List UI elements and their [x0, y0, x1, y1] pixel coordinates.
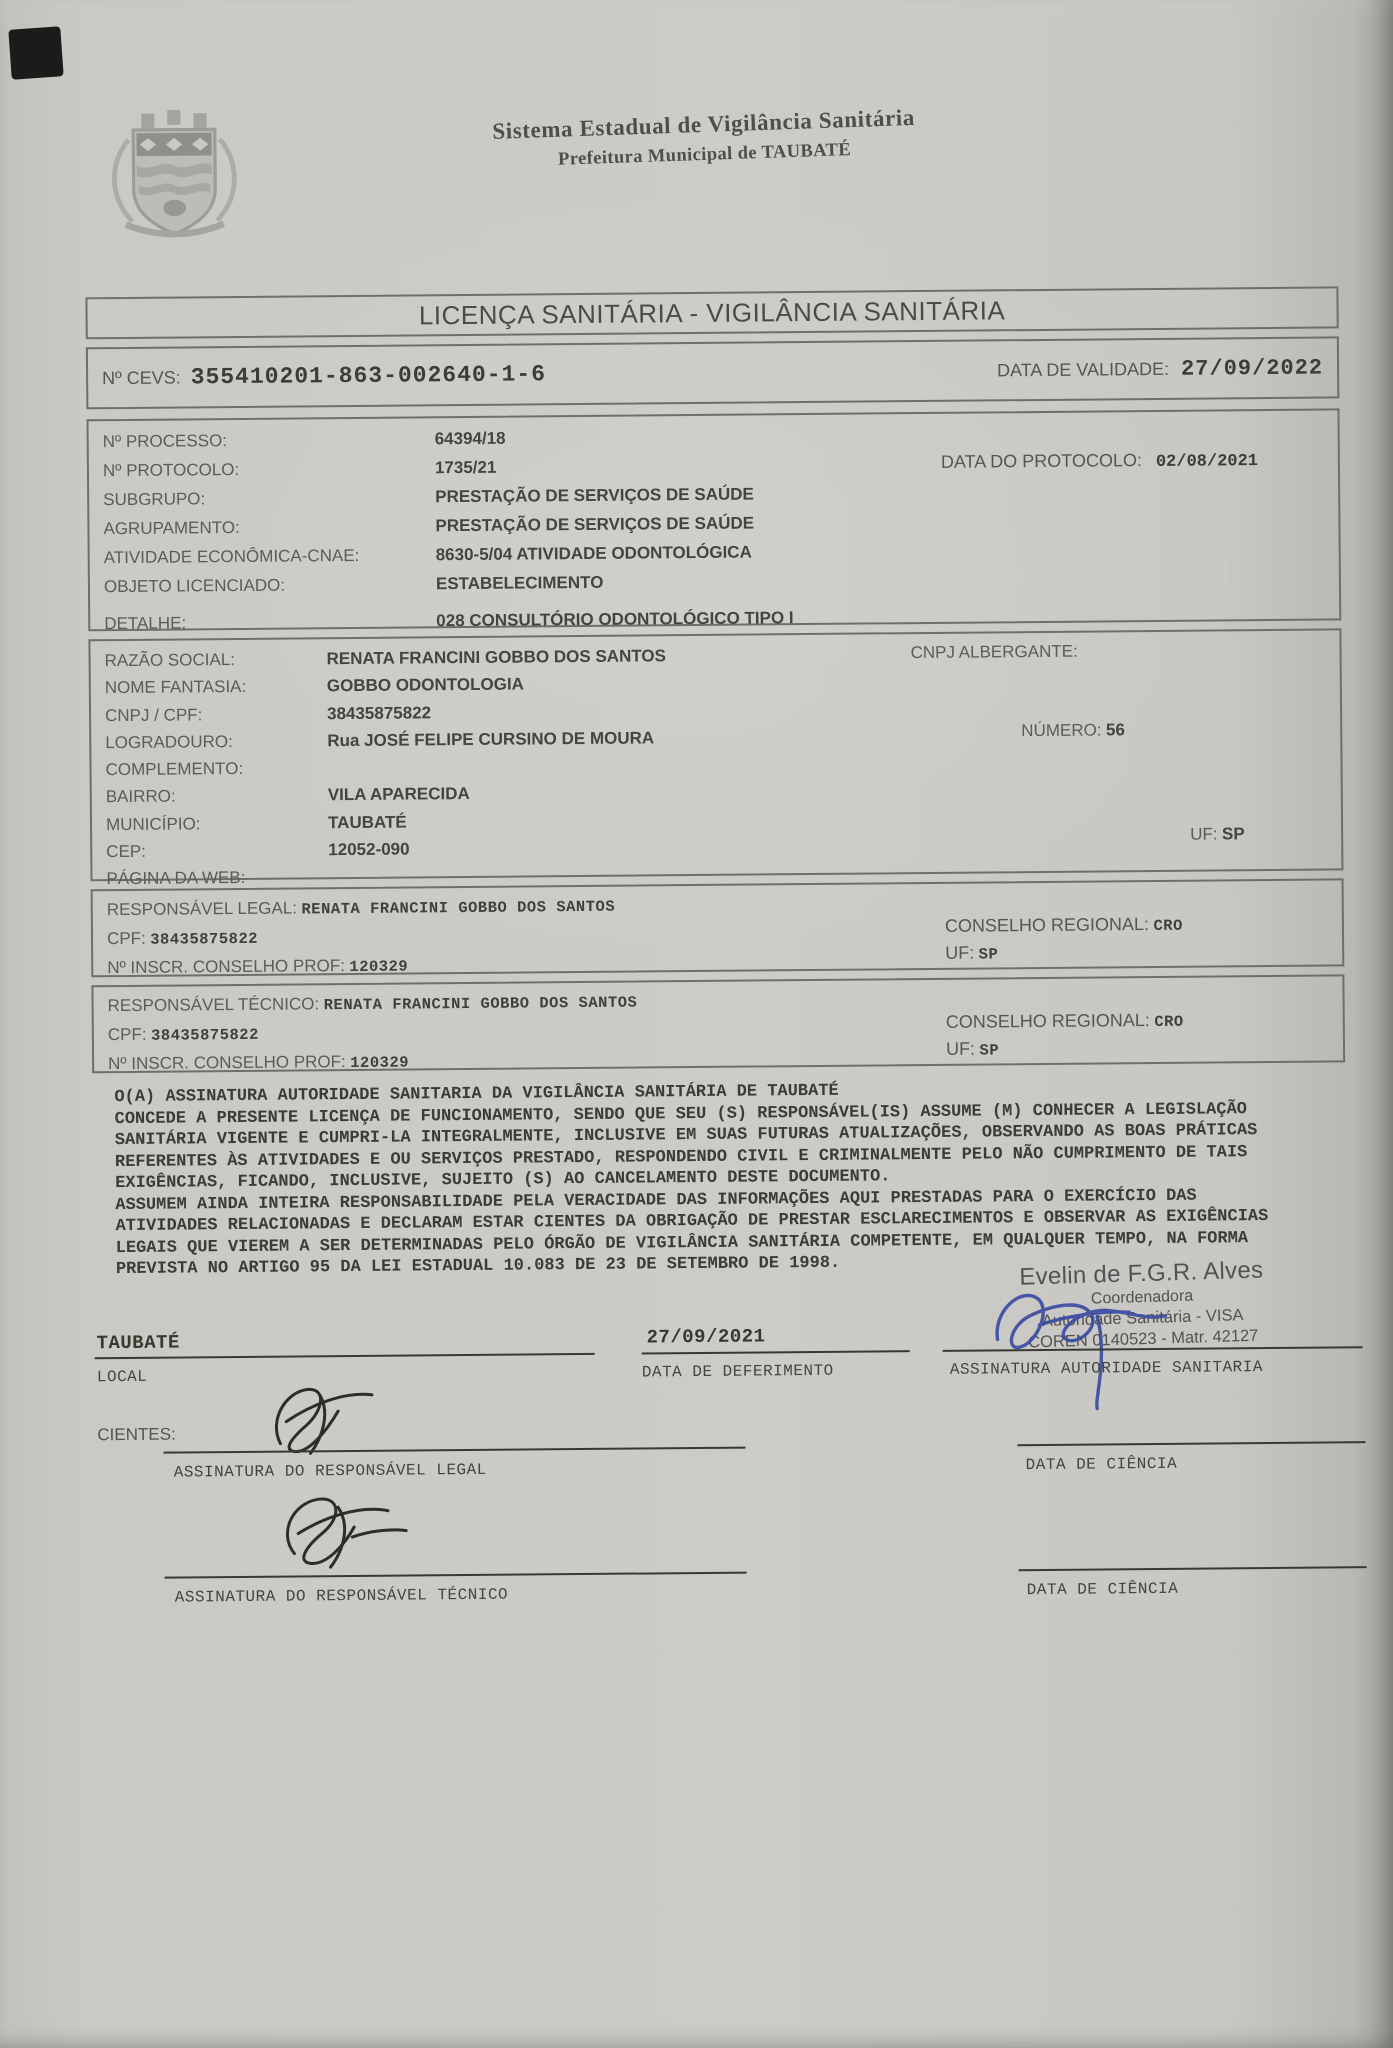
technical-responsible-name: RENATA FRANCINI GOBBO DOS SANTOS	[323, 993, 638, 1015]
legal-line: CONCEDE A PRESENTE LICENÇA DE FUNCIONAMENTO, SENDO QUE SEU (S) RESPONSÁVEL(IS) ASSUME (M) CONHECER A LEGISLAÇÃO	[114, 1099, 1248, 1129]
validity-date-label: DATA DE VALIDADE:	[996, 358, 1170, 380]
municipality-value: TAUBATÉ	[327, 812, 407, 832]
legal-declaration-text	[114, 1076, 1378, 1281]
cevs-box	[86, 336, 1339, 409]
legal-uf: UF: SP	[945, 942, 999, 964]
technical-responsible-handwritten-signature	[268, 1488, 429, 1575]
technical-responsible-signature-label: ASSINATURA DO RESPONSÁVEL TÉCNICO	[174, 1585, 509, 1607]
trade-name-label: NOME FANTASIA:	[104, 677, 247, 698]
authority-handwritten-signature	[979, 1279, 1240, 1411]
local-label: LOCAL	[96, 1367, 148, 1387]
technical-regional-council: CONSELHO REGIONAL: CRO	[945, 1010, 1184, 1032]
cientes-label: CIENTES:	[97, 1424, 176, 1445]
legal-line: EXIGÊNCIAS, FICANDO, INCLUSIVE, SUJEITO (S) AO CANCELAMENTO DESTE DOCUMENTO.	[115, 1167, 891, 1194]
legal-awareness-date-label: DATA DE CIÊNCIA	[1025, 1454, 1178, 1475]
grouping-value: PRESTAÇÃO DE SERVIÇOS DE SAÚDE	[435, 513, 755, 536]
license-title-box	[85, 286, 1338, 339]
document-header	[393, 102, 1014, 177]
system-title: Sistema Estadual de Vigilância Sanitária	[491, 104, 916, 144]
legal-regional-council: CONSELHO REGIONAL: CRO	[944, 914, 1183, 936]
legal-responsible-name: RENATA FRANCINI GOBBO DOS SANTOS	[301, 897, 616, 919]
legal-line: PREVISTA NO ARTIGO 95 DA LEI ESTADUAL 10.083 DE 23 DE SETEMBRO DE 1998.	[115, 1253, 841, 1280]
cevs-label: Nº CEVS:	[102, 366, 181, 388]
municipality-label: MUNICÍPIO:	[105, 814, 201, 834]
technical-awareness-date-line	[1019, 1566, 1367, 1571]
process-info-box	[86, 408, 1341, 634]
cnae-label: ATIVIDADE ECONÔMICA-CNAE:	[103, 545, 360, 568]
legal-line: ASSUMEM AINDA INTEIRA RESPONSABILIDADE PELA VERACIDADE DAS INFORMAÇÕES AQUI PRESTADAS PARA O EXERCÍCIO DAS	[115, 1186, 1197, 1215]
technical-council-reg-value: 120329	[350, 1053, 410, 1073]
cnpj-cpf-value: 38435875822	[326, 702, 432, 723]
legal-cpf-label: CPF:	[106, 928, 146, 949]
legal-responsible-signature-label: ASSINATURA DO RESPONSÁVEL LEGAL	[173, 1460, 487, 1482]
validity-date-value: 27/09/2022	[1180, 355, 1324, 382]
establishment-box	[88, 628, 1343, 889]
company-name-label: RAZÃO SOCIAL:	[104, 650, 236, 671]
subgroup-value: PRESTAÇÃO DE SERVIÇOS DE SAÚDE	[435, 484, 754, 507]
grouping-label: AGRUPAMENTO:	[103, 517, 240, 539]
legal-awareness-date-line	[1017, 1441, 1365, 1446]
licensed-object-label: OBJETO LICENCIADO:	[103, 575, 286, 597]
cevs-number: 355410201-863-002640-1-6	[190, 361, 547, 391]
district-label: BAIRRO:	[105, 787, 176, 807]
protocol-date-label: DATA DO PROTOCOLO:	[940, 450, 1143, 472]
legal-responsible-handwritten-signature	[260, 1381, 401, 1460]
legal-cpf-value: 38435875822	[150, 929, 259, 949]
protocol-date-value: 02/08/2021	[1155, 452, 1259, 472]
local-signature-line	[95, 1353, 595, 1359]
street-number: NÚMERO: 56	[1021, 720, 1125, 741]
license-title: LICENÇA SANITÁRIA - VIGILÂNCIA SANITÁRIA	[418, 294, 1006, 330]
cnpj-cpf-label: CNPJ / CPF:	[104, 704, 203, 725]
technical-council-reg-label: Nº INSCR. CONSELHO PROF:	[108, 1052, 346, 1074]
cep-value: 12052-090	[328, 839, 410, 860]
protocol-number-label: Nº PROTOCOLO:	[102, 459, 240, 481]
local-value: TAUBATÉ	[96, 1331, 180, 1355]
stamp-name: Evelin de F.G.R. Alves	[1018, 1256, 1264, 1291]
stamp-org: Autoridade Sanitária - VISA	[1041, 1306, 1244, 1331]
cnae-value: 8630-5/04 ATIVIDADE ODONTOLÓGICA	[435, 542, 752, 565]
process-number-label: Nº PROCESSO:	[102, 431, 228, 452]
stamp-registration: COREN 0140523 - Matr. 42127	[1027, 1326, 1259, 1352]
technical-responsible-box	[91, 974, 1345, 1073]
technical-uf: UF: SP	[945, 1038, 1000, 1060]
legal-council-reg-value: 120329	[349, 957, 409, 977]
complement-label: COMPLEMENTO:	[105, 759, 244, 780]
protocol-number-value: 1735/21	[434, 457, 497, 478]
legal-responsible-signature-line	[163, 1447, 745, 1454]
detail-label: DETALHE:	[104, 613, 187, 634]
deferment-date-value: 27/09/2021	[646, 1325, 766, 1349]
taubate-coat-of-arms-icon	[89, 90, 260, 246]
deferment-date-label: DATA DE DEFERIMENTO	[641, 1361, 834, 1382]
deferment-date-line	[642, 1350, 910, 1354]
technical-cpf-value: 38435875822	[150, 1025, 259, 1045]
technical-awareness-date-label: DATA DE CIÊNCIA	[1026, 1579, 1179, 1600]
legal-line: SANITÁRIA VIGENTE E CUMPRI-LA INTEGRALMENTE, INCLUSIVE EM SUAS FUTURAS ATUALIZAÇÕES, OBSERVANDO AS BOAS PRÁTICAS	[114, 1121, 1258, 1151]
street-label: LOGRADOURO:	[105, 731, 233, 753]
municipality-title: Prefeitura Municipal de TAUBATÉ	[557, 140, 852, 170]
webpage-label: PÁGINA DA WEB:	[106, 868, 246, 889]
legal-line: O(A) ASSINATURA AUTORIDADE SANITARIA DA VIGILÂNCIA SANITÁRIA DE TAUBATÉ	[114, 1081, 839, 1108]
company-name-value: RENATA FRANCINI GOBBO DOS SANTOS	[326, 646, 667, 669]
subgroup-label: SUBGRUPO:	[103, 489, 206, 510]
legal-line: LEGAIS QUE VIEREM A SER DETERMINADAS PELO ÓRGÃO DE VIGILÂNCIA SANITÁRIA COMPETENTE, EM QUALQUER TEMPO, NA FORMA	[115, 1228, 1249, 1258]
uf-field: UF: SP	[1190, 824, 1245, 844]
legal-responsible-box	[91, 878, 1345, 977]
cep-label: CEP:	[106, 841, 147, 862]
trade-name-value: GOBBO ODONTOLOGIA	[326, 674, 524, 696]
technical-responsible-label: RESPONSÁVEL TÉCNICO:	[107, 994, 320, 1016]
protocol-date	[941, 449, 1258, 474]
host-cnpj-label: CNPJ ALBERGANTE:	[910, 641, 1078, 663]
legal-line: REFERENTES ÀS ATIVIDADES E OU SERVIÇOS PRESTADO, RESPONDENDO CIVIL E CRIMINALMENTE PELO NÃO CUMPRIMENTO DE TAIS	[114, 1142, 1248, 1172]
licensed-object-value: ESTABELECIMENTO	[435, 572, 604, 594]
detail-value: 028 CONSULTÓRIO ODONTOLÓGICO TIPO I	[436, 608, 794, 631]
street-value: Rua JOSÉ FELIPE CURSINO DE MOURA	[327, 728, 655, 751]
stamp-role: Coordenadora	[1090, 1287, 1194, 1308]
district-value: VILA APARECIDA	[327, 784, 470, 805]
authority-signature-label: ASSINATURA AUTORIDADE SANITARIA	[949, 1358, 1264, 1379]
technical-cpf-label: CPF:	[107, 1024, 147, 1045]
legal-responsible-label: RESPONSÁVEL LEGAL:	[106, 898, 298, 920]
process-number-value: 64394/18	[434, 428, 506, 449]
legal-line: ATIVIDADES RELACIONADAS E DECLARAM ESTAR CIENTES DA OBRIGAÇÃO DE PRESTAR ESCLARECIMENTOS E OBSERVAR AS EXIGÊNCIAS	[115, 1207, 1269, 1237]
technical-responsible-signature-line	[165, 1572, 747, 1579]
legal-council-reg-label: Nº INSCR. CONSELHO PROF:	[107, 956, 345, 978]
